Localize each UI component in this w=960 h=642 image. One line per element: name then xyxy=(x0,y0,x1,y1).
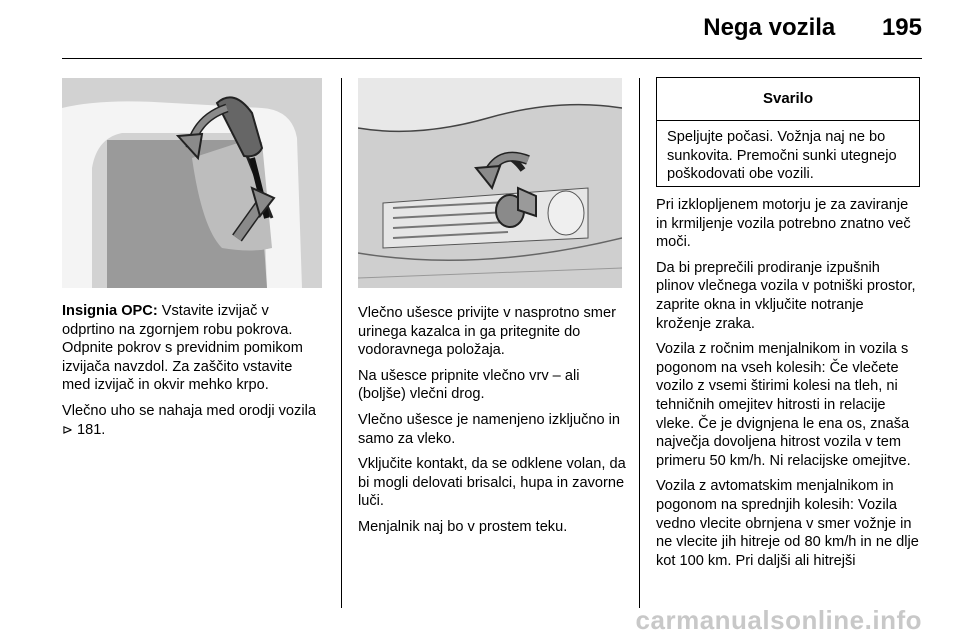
warning-box xyxy=(656,77,920,187)
figure-screwdriver-cover xyxy=(62,78,322,288)
column-middle xyxy=(358,304,628,544)
paragraph-text: Vlečno uho se nahaja med orodji vozila xyxy=(62,402,316,419)
lead-text: Vstavite izvijač v odprtino na zgornjem robu pokrova. Odpnite pokrov s previdnim pomikom izvijača navzdol. Za zaščito vstavite med izvijač in okvir mehko krpo. xyxy=(62,303,303,394)
paragraph: Pri izklopljenem motorju je za zaviranje in krmiljenje vozila potrebno znatno več moči. xyxy=(656,197,911,251)
lead-label: Insignia OPC: xyxy=(62,303,158,319)
column-divider xyxy=(639,78,640,608)
warning-title: Svarilo xyxy=(657,78,919,121)
warning-text: Speljujte počasi. Vožnja naj ne bo sunkovita. Premočni sunki utegnejo poškodovati obe vozili. xyxy=(667,129,897,183)
column-right xyxy=(656,196,922,577)
towing-eye-illustration xyxy=(358,78,622,288)
screwdriver-illustration xyxy=(62,78,322,288)
paragraph: Vozila z ročnim menjalnikom in vozila s pogonom na vseh kolesih: Če vlečete vozilo z vsemi štirimi kolesi na tleh, ni tehničnih omejitev hitrosti in relacije vleke. Če je dvignjena le ena os, znaša največja dovoljena hitrost vozila v tem primeru 50 km/h. Ni relacijske omejitve. xyxy=(656,341,911,469)
watermark: carmanualsonline.info xyxy=(635,605,922,635)
paragraph: Vozila z avtomatskim menjalnikom in pogonom na sprednjih kolesih: Vozila vedno vlecite obrnjena v smer vožnje in ne vlecite jih hitreje od 80 km/h in ne dlje kot 100 km. Pri daljši ali hitrejši xyxy=(656,478,919,569)
paragraph xyxy=(62,402,324,439)
figure-towing-eye xyxy=(358,78,622,288)
paragraph: Menjalnik naj bo v prostem teku. xyxy=(358,518,568,535)
column-divider xyxy=(341,78,342,608)
paragraph: Na ušesce pripnite vlečno vrv – ali (boljše) vlečni drog. xyxy=(358,367,580,403)
page-number: 195 xyxy=(881,14,922,41)
paragraph: Vlečno ušesce privijte v nasprotno smer urinega kazalca in ga pritegnite do vodoravnega položaja. xyxy=(358,305,616,359)
paragraph: Vključite kontakt, da se odklene volan, da bi mogli delovati brisalci, hupa in zavorne luči. xyxy=(358,456,626,510)
page-reference-arrow-icon[interactable]: ⊳ xyxy=(62,421,73,437)
page-reference-link[interactable]: 181. xyxy=(72,421,106,438)
page-header xyxy=(703,14,922,42)
section-title: Nega vozila xyxy=(703,14,836,41)
header-rule xyxy=(62,58,922,59)
paragraph: Da bi preprečili prodiranje izpušnih plinov vlečnega vozila v potniški prostor, zaprite okna in vključite notranje kroženje zraka. xyxy=(656,259,916,332)
paragraph xyxy=(62,302,324,395)
paragraph: Vlečno ušesce je namenjeno izključno in samo za vleko. xyxy=(358,411,621,447)
column-left xyxy=(62,302,324,446)
